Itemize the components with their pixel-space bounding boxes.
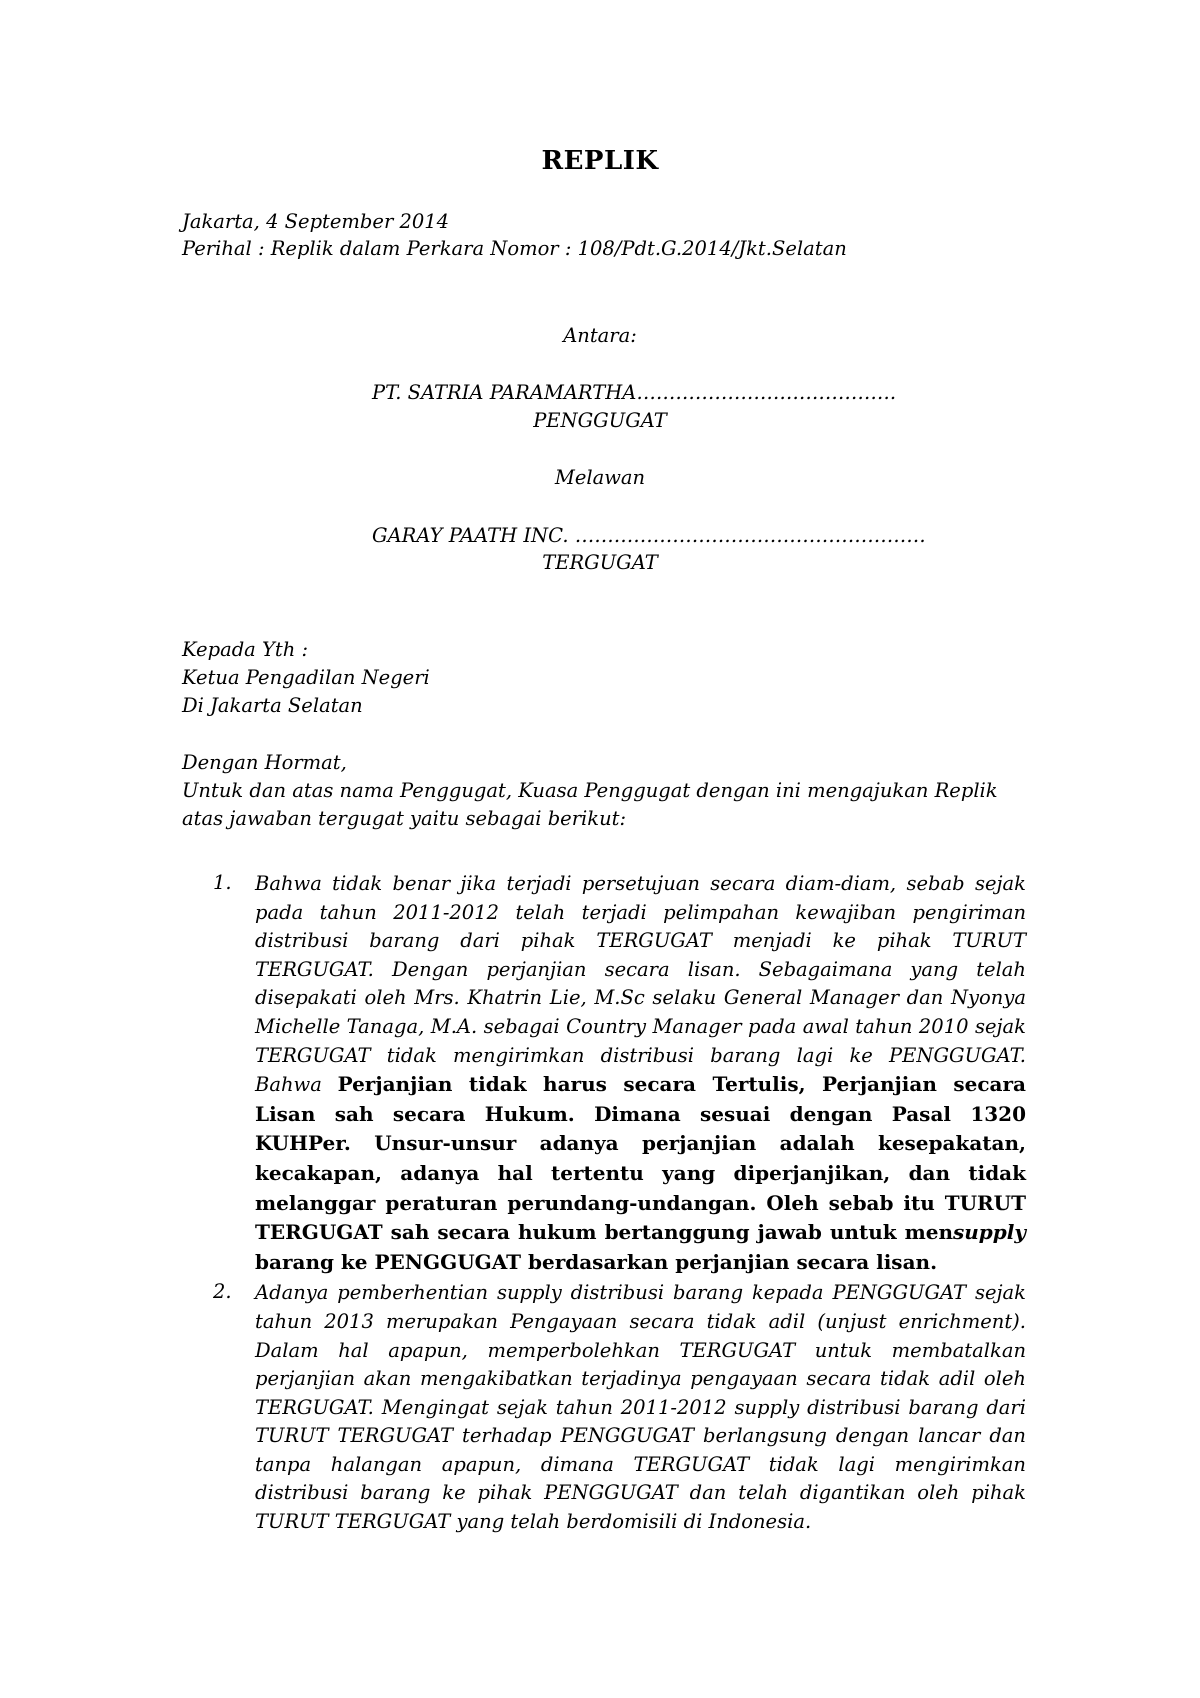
defendant-role: TERGUGAT	[542, 551, 658, 574]
point-bold-end: barang ke PENGGUGAT berdasarkan perjanjian secara lisan.	[255, 1249, 938, 1274]
greeting: Dengan Hormat,	[182, 751, 347, 774]
defendant-name: GARAY PAATH INC. ………………………………………………	[372, 524, 926, 547]
plaintiff-role: PENGGUGAT	[533, 409, 667, 432]
list-item	[213, 870, 1026, 1277]
point-text-italic: Bahwa tidak benar jika terjadi persetujuan secara diam-diam, sebab sejak pada tahun 2011-2012 telah terjadi pelimpahan kewajiban pengiriman distribusi barang dari pihak TERGUGAT menjadi ke pihak TURUT TERGUGAT. Dengan perjanjian secara lisan. Sebagaimana yang telah disepakati oleh Mrs. Khatrin Lie, M.Sc selaku General Manager dan Nyonya Michelle Tanaga, M.A. sebagai Country Manager pada awal tahun 2010 sejak TERGUGAT tidak mengirimkan distribusi barang lagi ke PENGGUGAT. Bahwa	[255, 872, 1026, 1097]
point-text-italic: Adanya pemberhentian supply distribusi barang kepada PENGGUGAT sejak tahun 2013 merupakan Pengayaan secara tidak adil (unjust enrichment). Dalam hal apapun, memperbolehkan TERGUGAT untuk membatalkan perjanjian akan mengakibatkan terjadinya pengayaan secara tidak adil oleh TERGUGAT. Mengingat sejak tahun 2011-2012 supply distribusi barang dari TURUT TERGUGAT terhadap PENGGUGAT berlangsung dengan lancar dan tanpa halangan apapun, dimana TERGUGAT tidak lagi mengirimkan distribusi barang ke pihak PENGGUGAT dan telah digantikan oleh pihak TURUT TERGUGAT yang telah berdomisili di Indonesia.	[255, 1281, 1026, 1534]
recipient-office: Ketua Pengadilan Negeri	[182, 666, 430, 689]
point-paragraph	[255, 870, 1026, 1277]
point-bold-main: Perjanjian tidak harus secara Tertulis, Perjanjian secara Lisan sah secara Hukum. Dimana sesuai dengan Pasal 1320 KUHPer. Unsur-unsur adanya perjanjian adalah kesepakatan, kecakapan, adanya hal tertentu yang diperjanjikan, dan tidak melanggar peraturan perundang-undangan. Oleh sebab itu TURUT TERGUGAT sah secara hukum bertanggung jawab untuk men	[255, 1072, 1027, 1245]
between-label: Antara:	[563, 324, 637, 347]
letter-date: Jakarta, 4 September 2014	[182, 210, 450, 233]
intro-line-2: atas jawaban tergugat yaitu sebagai berikut:	[182, 807, 627, 830]
intro-line-1: Untuk dan atas nama Penggugat, Kuasa Penggugat dengan ini mengajukan Replik	[182, 779, 998, 802]
point-number: 2.	[213, 1280, 232, 1304]
versus-label: Melawan	[554, 466, 646, 489]
plaintiff-name: PT. SATRIA PARAMARTHA………………………………….	[372, 381, 897, 404]
recipient-to: Kepada Yth :	[182, 638, 309, 661]
point-text-bold	[255, 1072, 1026, 1274]
recipient-place: Di Jakarta Selatan	[182, 694, 363, 717]
point-paragraph	[255, 1279, 1026, 1536]
letter-subject: Perihal : Replik dalam Perkara Nomor : 108/Pdt.G.2014/Jkt.Selatan	[182, 237, 847, 260]
replik-points	[213, 870, 1026, 1539]
point-number: 1.	[213, 871, 232, 894]
list-item	[213, 1279, 1026, 1536]
point-bold-italic: supply	[953, 1220, 1026, 1245]
document-title: REPLIK	[541, 146, 659, 176]
